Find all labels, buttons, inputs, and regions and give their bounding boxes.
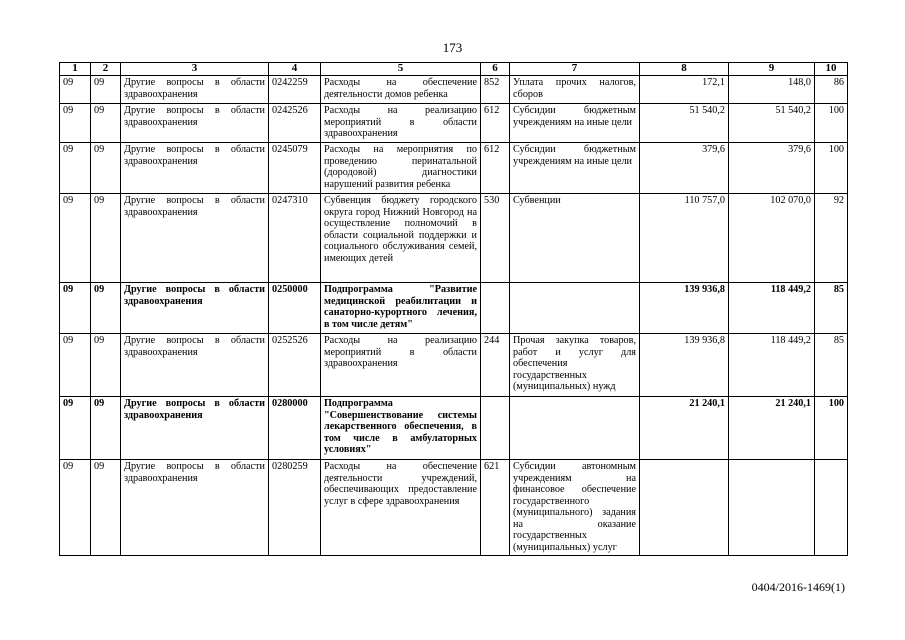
cell-executed: 21 240,1 [729,397,815,460]
cell-expense-name: Расходы на мероприятия по проведению перинатальной (дородовой) диагностики нарушений развития ребенка [321,143,481,194]
cell-expense-type-name: Субсидии автономным учреждениям на финансовое обеспечение государственного (муниципального) задания на оказание государственных (муниципальных) услуг [510,460,640,556]
cell-executed: 102 070,0 [729,194,815,283]
cell-section-name: Другие вопросы в области здравоохранения [121,143,269,194]
cell-expense-name: Расходы на реализацию мероприятий в области здравоохранения [321,334,481,397]
cell-subsection: 09 [91,334,121,397]
cell-executed: 118 449,2 [729,283,815,334]
cell-percent: 100 [815,143,848,194]
cell-section: 09 [60,143,91,194]
table-row [60,460,848,556]
cell-expense-type-name [510,397,640,460]
page-number: 173 [442,40,463,55]
cell-section-name: Другие вопросы в области здравоохранения [121,334,269,397]
header-col-6: 6 [481,63,510,76]
cell-subsection: 09 [91,397,121,460]
cell-planned: 51 540,2 [640,104,729,143]
table-row [60,143,848,194]
cell-executed [729,460,815,556]
cell-section: 09 [60,460,91,556]
cell-expense-type [481,397,510,460]
cell-subsection: 09 [91,460,121,556]
cell-expense-type: 612 [481,143,510,194]
cell-planned: 139 936,8 [640,283,729,334]
cell-percent: 92 [815,194,848,283]
cell-expense-type-name: Субсидии бюджетным учреждениям на иные цели [510,143,640,194]
cell-target-code: 0252526 [269,334,321,397]
cell-planned: 139 936,8 [640,334,729,397]
cell-planned [640,460,729,556]
cell-expense-type: 612 [481,104,510,143]
cell-planned: 379,6 [640,143,729,194]
cell-expense-type-name: Субсидии бюджетным учреждениям на иные цели [510,104,640,143]
cell-expense-type: 852 [481,76,510,104]
cell-expense-type-name: Уплата прочих налогов, сборов [510,76,640,104]
cell-section-name: Другие вопросы в области здравоохранения [121,460,269,556]
cell-section: 09 [60,194,91,283]
cell-planned: 172,1 [640,76,729,104]
cell-percent: 100 [815,104,848,143]
cell-target-code: 0242259 [269,76,321,104]
table-row [60,194,848,283]
table-body [60,76,848,556]
cell-target-code: 0247310 [269,194,321,283]
header-col-2: 2 [91,63,121,76]
cell-expense-type: 530 [481,194,510,283]
cell-executed: 148,0 [729,76,815,104]
table-row [60,76,848,104]
cell-target-code: 0280259 [269,460,321,556]
cell-target-code: 0250000 [269,283,321,334]
cell-expense-type [481,283,510,334]
cell-section: 09 [60,76,91,104]
cell-expense-name: Субвенция бюджету городского округа город Нижний Новгород на осуществление полномочий в области социальной поддержки и социального обслуживания семей, имеющих детей [321,194,481,283]
cell-percent: 100 [815,397,848,460]
cell-target-code: 0245079 [269,143,321,194]
cell-subsection: 09 [91,104,121,143]
cell-expense-name: Подпрограмма "Развитие медицинской реабилитации и санаторно-курортного лечения, в том числе детям" [321,283,481,334]
cell-target-code: 0242526 [269,104,321,143]
document-code: 0404/2016-1469(1) [751,580,845,594]
table-row [60,283,848,334]
cell-executed: 51 540,2 [729,104,815,143]
cell-percent: 85 [815,334,848,397]
cell-target-code: 0280000 [269,397,321,460]
header-col-10: 10 [815,63,848,76]
cell-subsection: 09 [91,283,121,334]
header-col-7: 7 [510,63,640,76]
cell-expense-name: Расходы на обеспечение деятельности учреждений, обеспечивающих предоставление услуг в сфере здравоохранения [321,460,481,556]
table-row [60,104,848,143]
cell-expense-type-name [510,283,640,334]
header-row [60,63,848,76]
cell-section-name: Другие вопросы в области здравоохранения [121,76,269,104]
cell-expense-name: Подпрограмма "Совершенствование системы лекарственного обеспечения, в том числе в амбулаторных условиях" [321,397,481,460]
table-row [60,334,848,397]
cell-subsection: 09 [91,194,121,283]
cell-expense-type: 621 [481,460,510,556]
table-row [60,397,848,460]
cell-section: 09 [60,104,91,143]
cell-section: 09 [60,397,91,460]
cell-section-name: Другие вопросы в области здравоохранения [121,194,269,283]
cell-planned: 21 240,1 [640,397,729,460]
cell-percent: 85 [815,283,848,334]
cell-expense-type-name: Субвенции [510,194,640,283]
cell-percent [815,460,848,556]
cell-percent: 86 [815,76,848,104]
cell-executed: 379,6 [729,143,815,194]
cell-section-name: Другие вопросы в области здравоохранения [121,283,269,334]
cell-section-name: Другие вопросы в области здравоохранения [121,104,269,143]
cell-executed: 118 449,2 [729,334,815,397]
header-col-8: 8 [640,63,729,76]
cell-section-name: Другие вопросы в области здравоохранения [121,397,269,460]
header-col-4: 4 [269,63,321,76]
cell-expense-name: Расходы на обеспечение деятельности домов ребенка [321,76,481,104]
cell-expense-name: Расходы на реализацию мероприятий в области здравоохранения [321,104,481,143]
cell-subsection: 09 [91,143,121,194]
header-col-1: 1 [60,63,91,76]
header-col-9: 9 [729,63,815,76]
cell-planned: 110 757,0 [640,194,729,283]
cell-subsection: 09 [91,76,121,104]
cell-expense-type: 244 [481,334,510,397]
header-col-3: 3 [121,63,269,76]
cell-expense-type-name: Прочая закупка товаров, работ и услуг для обеспечения государственных (муниципальных) нужд [510,334,640,397]
cell-section: 09 [60,283,91,334]
cell-section: 09 [60,334,91,397]
budget-table [59,62,848,556]
header-col-5: 5 [321,63,481,76]
